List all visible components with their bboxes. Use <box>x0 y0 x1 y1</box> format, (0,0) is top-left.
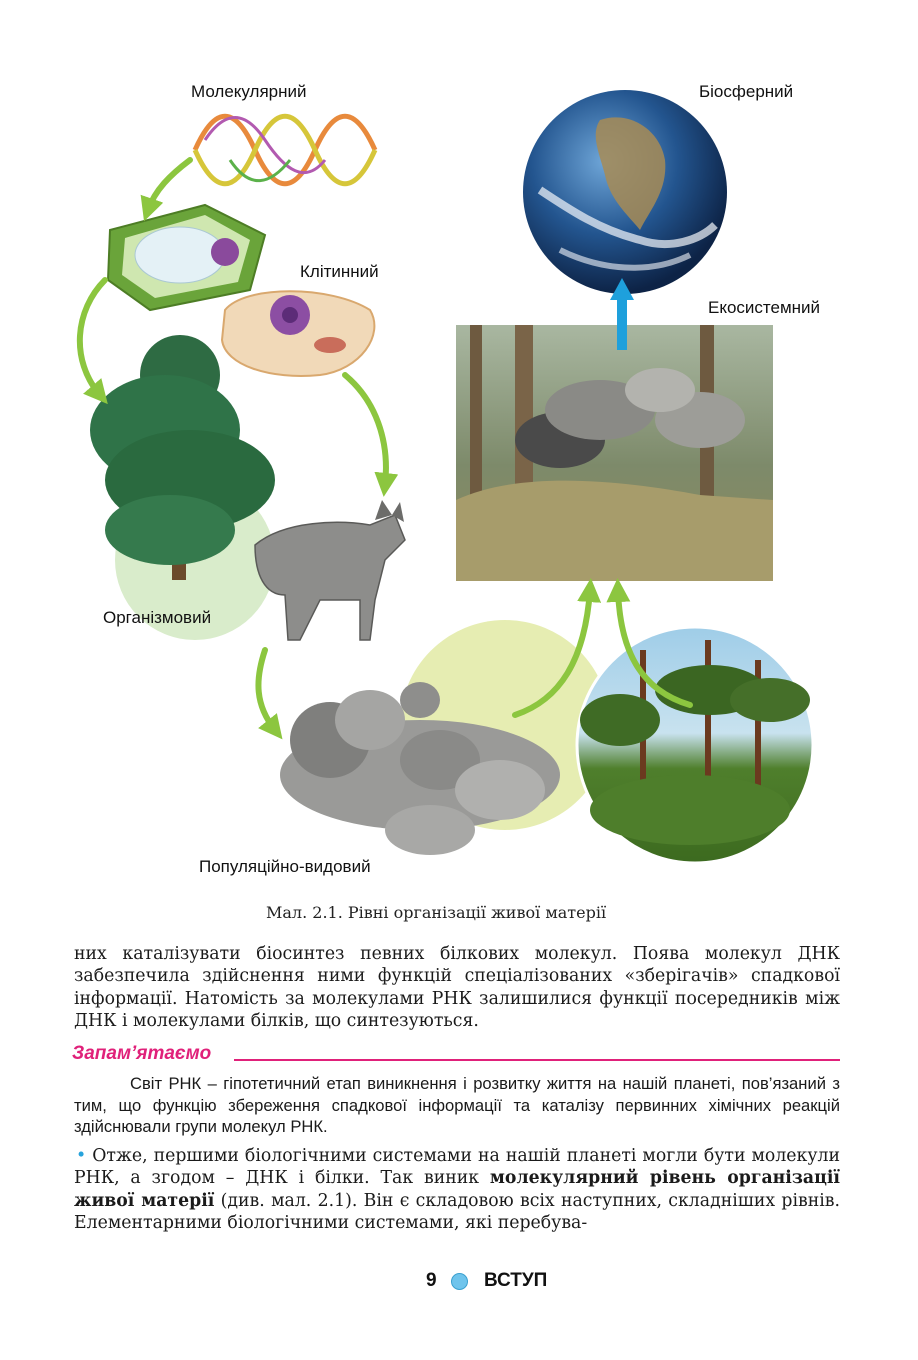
figure-caption: Мал. 2.1. Рівні організації живої матерії <box>266 903 607 922</box>
footer-dot-icon <box>451 1273 468 1290</box>
paragraph-2-bold-term: молекулярний рівень організації живої матерії <box>74 1168 840 1211</box>
animal-cell-image <box>222 291 374 376</box>
body-paragraph-1: них каталізувати біосинтез певних білкових молекул. Поява молекул ДНК забезпечила здійснення ними функцій спеціалізованих «зберігачів» спадкової інформації. Натомість за молекулами РНК залишилися функції посередників між ДНК і молекулами білків, що синтезуються. <box>74 944 840 1032</box>
section-name: ВСТУП <box>484 1270 548 1291</box>
remember-text: Світ РНК – гіпотетичний етап виникнення і розвитку життя на нашій планеті, пов’язаний з тим, що функцію збереження спадкової інформації та каталізу первинних хімічних реакцій здійснювали групи молекул РНК. <box>74 1074 840 1136</box>
label-ecosystem: Екосистемний <box>708 298 821 317</box>
wolf-organism-image <box>255 500 405 640</box>
label-biosphere: Біосферний <box>699 82 794 101</box>
page-number: 9 <box>426 1270 437 1291</box>
dna-molecule-image <box>195 116 375 184</box>
label-organismal: Організмовий <box>103 608 212 627</box>
label-molecular: Молекулярний <box>191 82 307 101</box>
ecosystem-image <box>456 325 773 581</box>
label-cellular: Клітинний <box>300 262 379 281</box>
plant-cell-image <box>108 205 265 310</box>
paragraph-2-text-before: Отже, першими біологічними системами на нашій планеті могли бути молекули РНК, а згодом – ДНК і білки. Так виник <box>74 1146 841 1189</box>
body-paragraph-2 <box>74 1145 840 1235</box>
remember-title: Запам’ятаємо <box>72 1043 212 1064</box>
remember-divider <box>234 1059 840 1061</box>
label-population: Популяційно-видовий <box>199 857 371 876</box>
paragraph-2-text-after: (див. мал. 2.1). Він є складовою всіх наступних, складніших рівнів. Елементарними біологічними системами, які перебува- <box>74 1190 840 1234</box>
earth-biosphere-image <box>523 90 727 294</box>
bullet-marker: • <box>76 1146 87 1166</box>
forest-community-image <box>577 627 813 863</box>
